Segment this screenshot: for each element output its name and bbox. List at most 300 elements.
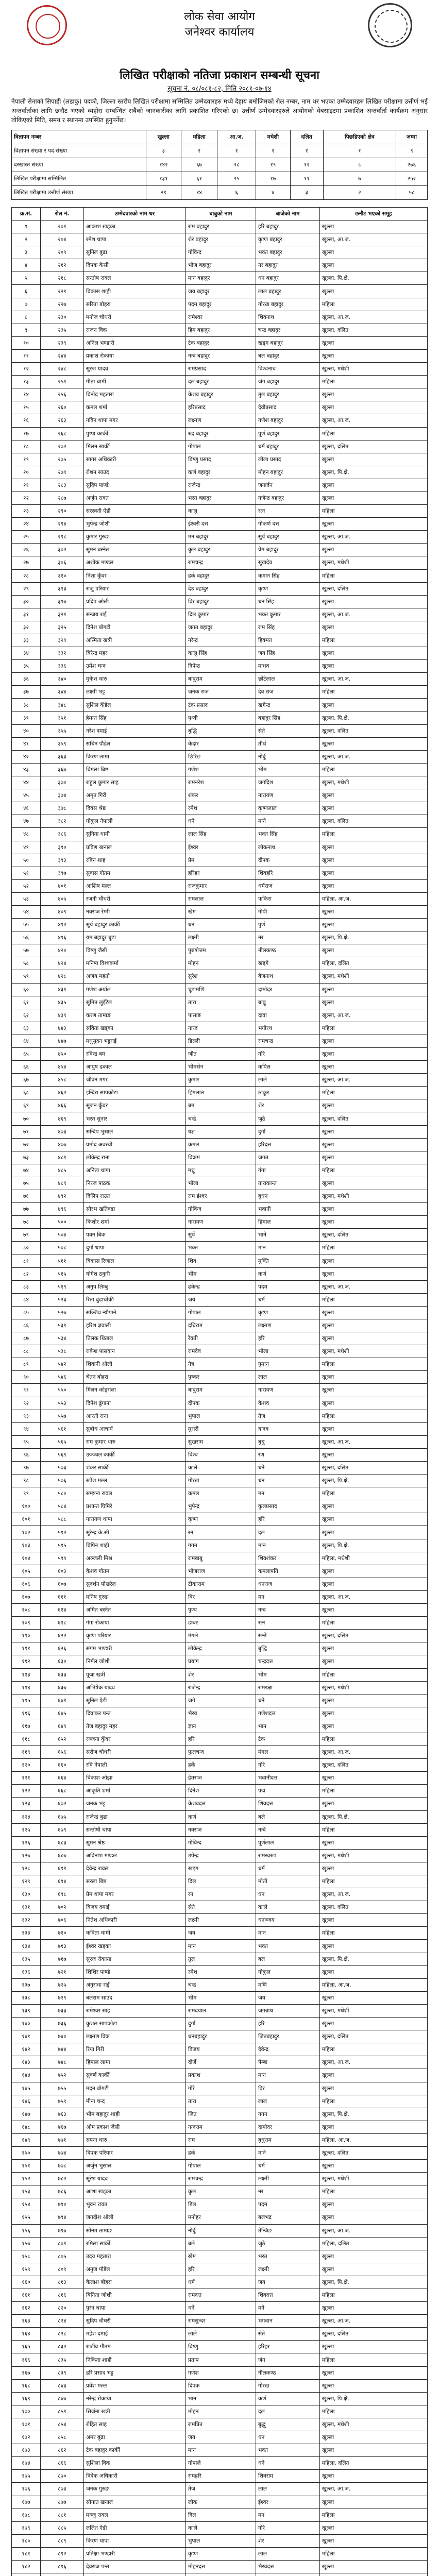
table-row-cell: सपना थारु xyxy=(84,2133,186,2146)
table-row-cell: सुखदेव xyxy=(256,556,320,569)
table-row-cell: बाबुराम xyxy=(186,1384,256,1397)
table-row-cell: ३४८ xyxy=(41,699,84,711)
table-row-cell: सुमन बस्नेत xyxy=(84,544,186,556)
table-row-cell: रामदयाल xyxy=(186,2004,256,2017)
table-row-cell: ७१० xyxy=(41,1927,84,1940)
table-row-cell: १५६ xyxy=(12,2224,41,2237)
table-row-cell: ४३१ xyxy=(41,983,84,996)
table-row-cell: १६२ xyxy=(12,2302,41,2315)
table-row-cell: बुद्धि xyxy=(256,1642,320,1655)
table-row-cell: ४० xyxy=(12,724,41,737)
intro-paragraph: नेपाली सेनाको सिपाही (लडाकु) पदको, जिल्ला स्तरीय लिखित परीक्षामा सम्मिलित उम्मेदवारहरु मध्ये देहाय बमोजिमको रोल नम्बर, नाम थर भएका उम्मेदवारहरु लिखित परीक्षामा उत्तीर्ण भई अन्तर्वार्ताका लागि छनौट भएको व्यहोरा सम्बन्धित सबैको जानकारीका लागि प्रकाशित गरिएको छ। उत्तीर्ण उम्मेदवारहरुले आयोगको वेबसाइटमा प्रकाशित अन्तर्वार्ता कार्यक्रम अनुसार तोकिएको मिति, समय र स्थानमा उपस्थित हुनुपर्नेछ। xyxy=(11,98,428,124)
table-row-cell: भुपेन्द्र xyxy=(186,1500,256,1513)
table-row-cell: नन्द बहादुर xyxy=(186,349,256,362)
table-row xyxy=(12,388,428,401)
table-row-cell: बिमला बिष्ट xyxy=(84,763,186,776)
table-row-cell: ५८० xyxy=(41,1487,84,1500)
table-row-cell: ६९४ xyxy=(41,1875,84,1888)
table-row-cell: बुद्धि xyxy=(186,724,256,737)
table-row-cell: दिपेश ढुंगाना xyxy=(84,1397,186,1410)
table-row-cell: २८ xyxy=(12,569,41,582)
table-row xyxy=(12,905,428,918)
table-row-cell: हरि xyxy=(256,2018,320,2030)
table-row-cell: ८९६ xyxy=(41,2560,84,2573)
table-row-cell: रामनरेश xyxy=(186,776,256,789)
table-row-cell: सुमित लुइँटेल xyxy=(84,996,186,1009)
table-row-cell: १०० xyxy=(12,1500,41,1513)
table-row xyxy=(12,1371,428,1384)
table-row-cell: १७५ xyxy=(12,2470,41,2483)
table-row-cell: १८१ xyxy=(12,2547,41,2560)
table-row-cell: धने xyxy=(186,815,256,828)
table-row-cell: खुल्ला xyxy=(320,867,428,879)
table-row xyxy=(12,1604,428,1617)
table-row-cell: विर बहादुर xyxy=(186,595,256,608)
table-row-cell: शेर xyxy=(186,1668,256,1681)
table-row-cell: नरेन्द्र रोकाया xyxy=(84,2392,186,2405)
table-row-cell: ७१ xyxy=(12,1125,41,1138)
table-row-cell: २४४ xyxy=(41,349,84,362)
table-row-cell: गोपाल xyxy=(186,2160,256,2173)
table-row xyxy=(12,1914,428,1927)
table-row-cell: ८६२ xyxy=(41,2444,84,2457)
table-row-cell: मान xyxy=(256,1242,320,1255)
table-row-cell: डिल xyxy=(186,2198,256,2211)
table-row xyxy=(12,1642,428,1655)
table-row xyxy=(12,2366,428,2379)
table-row-cell: नारायण xyxy=(256,1384,320,1397)
table-row-cell: १४७ xyxy=(12,2108,41,2121)
table-row-cell: भक्त कुमार xyxy=(256,608,320,621)
table-row-cell: ५०० xyxy=(41,1216,84,1229)
table-row-cell: खुल्ला, आ.ज. xyxy=(320,1746,428,1759)
table-row xyxy=(12,324,428,336)
table-row xyxy=(12,1475,428,1487)
table-row xyxy=(12,1319,428,1332)
table-row-cell: १६५ xyxy=(12,2341,41,2353)
table-row-cell: खुल्ला xyxy=(320,2444,428,2457)
table-row-cell: ५६१ xyxy=(41,1422,84,1435)
table-row-cell: जगत बहादुर xyxy=(186,621,256,634)
table-row-cell: मान बहादुर xyxy=(186,272,256,285)
table-row-cell: ३५५ xyxy=(41,724,84,737)
table-row-cell: महिला xyxy=(320,828,428,841)
table-row-cell: पुष्कर xyxy=(186,1371,256,1384)
table-row-cell: महिला xyxy=(320,634,428,647)
table-row-cell: भोज बहादुर xyxy=(186,259,256,272)
table-row-cell: ६ xyxy=(12,285,41,298)
summary-row-cell: १ xyxy=(217,144,256,158)
table-row-cell: गोपी xyxy=(256,905,320,918)
table-row-cell: ५९५ xyxy=(41,1539,84,1552)
table-row-cell: तारा xyxy=(186,2095,256,2108)
table-row-cell: रमिला सार्की xyxy=(84,2237,186,2250)
table-row-cell: सुशिल कँडेल xyxy=(84,699,186,711)
table-row-cell: महिला xyxy=(320,1487,428,1500)
table-row-cell: लोक xyxy=(186,2496,256,2509)
table-row-cell: महेश दमाई xyxy=(84,2328,186,2341)
table-row-cell: ८५१ xyxy=(41,2405,84,2418)
table-row-cell: तेज xyxy=(186,2483,256,2496)
table-row-cell: ७४८ xyxy=(41,2056,84,2069)
table-row xyxy=(12,879,428,892)
table-row xyxy=(12,376,428,388)
table-row-cell: पुरुषोत्तम xyxy=(186,944,256,957)
table-row-cell: खुल्ला xyxy=(320,1319,428,1332)
table-row-cell: शिवदत्त xyxy=(256,2289,320,2302)
table-row-cell: १४१ xyxy=(12,2030,41,2043)
table-row-cell: उज्ज्वल कार्की xyxy=(84,1448,186,1461)
table-row-cell: ९१ xyxy=(12,1384,41,1397)
table-row-cell: भैरव xyxy=(186,1707,256,1720)
table-row-cell: सञ्जिव न्यौपाने xyxy=(84,1306,186,1319)
table-row-cell: भवानीदत्त xyxy=(256,1772,320,1785)
summary-row-cell: ९ xyxy=(396,144,427,158)
table-row-cell: १६६ xyxy=(12,2353,41,2366)
table-row xyxy=(12,2521,428,2534)
table-row-cell: खुल्ला, पि.क्षे. xyxy=(320,466,428,479)
table-row-cell: खुल्ला xyxy=(320,1513,428,1526)
table-row-cell: प्रताप xyxy=(186,2353,256,2366)
table-row xyxy=(12,2302,428,2315)
table-row-cell: कर्ण xyxy=(256,2392,320,2405)
table-row-cell: ४२४ xyxy=(41,957,84,970)
table-row-cell: सुदिप चौधरी xyxy=(84,2315,186,2328)
table-row xyxy=(12,1823,428,1836)
table-row-cell: खुल्ला xyxy=(320,2302,428,2315)
table-row xyxy=(12,2160,428,2173)
table-row-cell: २९४ xyxy=(41,518,84,531)
table-row-cell: शेर xyxy=(256,2534,320,2547)
table-row-cell: ४५० xyxy=(41,1048,84,1061)
table-row-cell: दामोदर xyxy=(256,2121,320,2133)
table-row-cell: ५८४ xyxy=(41,1500,84,1513)
table-row-cell: बल xyxy=(256,1953,320,1965)
table-row-cell: खुल्ला, मधेशी xyxy=(320,2173,428,2185)
table-row-cell: ८२ xyxy=(12,1267,41,1280)
table-row-cell: तेज बहादुर महर xyxy=(84,1720,186,1733)
results-header-cell: छनौट भएको समूह xyxy=(320,208,428,221)
table-row-cell: खुल्ला xyxy=(320,1151,428,1164)
table-row-cell: २ xyxy=(12,233,41,246)
table-row xyxy=(12,724,428,737)
table-row xyxy=(12,1888,428,1901)
table-row-cell: खुल्ला, दलित xyxy=(320,1112,428,1125)
table-row-cell: बिकाश ओझा xyxy=(84,1772,186,1785)
table-row-cell: खुल्ला, मधेशी xyxy=(320,1345,428,1358)
table-row-cell: रञ्जना कुँवर xyxy=(84,1733,186,1745)
table-row-cell: ईश्वर xyxy=(186,841,256,854)
table-row-cell: ६७ xyxy=(12,1074,41,1087)
table-row-cell: हरि बहादुर xyxy=(256,221,320,233)
table-row-cell: खुल्ला, आ.ज. xyxy=(320,1435,428,1448)
table-row-cell: हरि xyxy=(186,1733,256,1745)
table-row-cell: खुल्ला, दलित xyxy=(320,324,428,336)
table-row-cell: ६४५ xyxy=(41,1707,84,1720)
table-row-cell: २७९ xyxy=(41,466,84,479)
summary-row-cell: ६७ xyxy=(181,158,217,172)
table-row-cell: ६०३ xyxy=(41,1565,84,1578)
table-row-cell: ५९२ xyxy=(41,1526,84,1539)
table-row-cell: मनोहर xyxy=(186,2211,256,2224)
table-row-cell: खुल्ला, मधेशी xyxy=(320,363,428,376)
table-row-cell: लोकनाथ xyxy=(256,841,320,854)
table-row xyxy=(12,285,428,298)
table-row xyxy=(12,1358,428,1371)
table-row xyxy=(12,1203,428,1216)
table-row-cell: खुल्ला xyxy=(320,854,428,867)
table-row xyxy=(12,1462,428,1475)
table-row-cell: १६७ xyxy=(12,2366,41,2379)
table-row-cell: ४२० xyxy=(41,944,84,957)
table-row-cell: ८० xyxy=(12,1242,41,1255)
table-row-cell: रोशन साउद xyxy=(84,466,186,479)
table-row-cell: महिला xyxy=(320,569,428,582)
table-row xyxy=(12,2250,428,2263)
table-row-cell: गंगा रोकाया xyxy=(84,1617,186,1630)
table-row-cell: ३२९ xyxy=(41,634,84,647)
table-row-cell: भीम xyxy=(256,1668,320,1681)
summary-header-cell: आ.ज. xyxy=(217,130,256,144)
table-row-cell: भुपेन्द्र जोशी xyxy=(84,518,186,531)
organization-heading xyxy=(11,9,428,40)
table-row-cell: ४७७ xyxy=(41,1138,84,1151)
table-row-cell: अशोक मण्डल xyxy=(84,556,186,569)
summary-header-cell: विज्ञापन नम्बर xyxy=(12,130,146,144)
table-row-cell: राकेश पासवान xyxy=(84,1345,186,1358)
table-row-cell: २० xyxy=(12,466,41,479)
table-row xyxy=(12,2483,428,2496)
table-row-cell: ४३ xyxy=(12,763,41,776)
table-row-cell: अर्जुन भुसाल xyxy=(84,2160,186,2173)
table-row xyxy=(12,492,428,504)
table-row-cell: टेक बहादुर कार्की xyxy=(84,2444,186,2457)
table-row-cell: यज्ञ xyxy=(186,1125,256,1138)
table-row xyxy=(12,2108,428,2121)
table-row-cell: देवेन्द्र xyxy=(256,2043,320,2056)
table-row-cell: भीम xyxy=(256,763,320,776)
table-row xyxy=(12,750,428,763)
table-row-cell: ५०८ xyxy=(41,1242,84,1255)
table-row-cell: खुल्ला xyxy=(320,1125,428,1138)
table-row-cell: आयुष ढकाल xyxy=(84,1061,186,1074)
table-row xyxy=(12,1849,428,1862)
table-row-cell: सन्जय राई xyxy=(84,608,186,621)
table-row-cell: नारायण थापा xyxy=(84,1513,186,1526)
table-row xyxy=(12,931,428,944)
table-row-cell: अमित बस्नेत xyxy=(84,1604,186,1617)
table-row-cell: ५७६ xyxy=(41,1475,84,1487)
table-row-cell: ३०२ xyxy=(41,544,84,556)
table-row-cell: शिवराम xyxy=(256,2470,320,2483)
table-row-cell: भगीरथ xyxy=(256,1022,320,1035)
table-row-cell: पृथ्वी xyxy=(186,711,256,724)
table-row-cell: ४५८ xyxy=(41,1074,84,1087)
table-row-cell: काले xyxy=(186,2521,256,2534)
table-row-cell: ८१३ xyxy=(41,2276,84,2289)
table-row-cell: भोजराज xyxy=(186,1565,256,1578)
table-row-cell: सौगात खनाल xyxy=(84,2496,186,2509)
table-row xyxy=(12,1125,428,1138)
table-row-cell: खुल्ला, पि.क्षे. xyxy=(320,931,428,944)
table-row xyxy=(12,349,428,362)
table-row-cell: ८५ xyxy=(12,1306,41,1319)
table-row-cell: भुपाल xyxy=(186,2534,256,2547)
summary-body xyxy=(12,144,428,200)
table-row-cell: खुल्ला xyxy=(320,336,428,349)
table-row-cell: पुण्य xyxy=(186,1604,256,1617)
table-row xyxy=(12,2173,428,2185)
table-row-cell: आरती राना xyxy=(84,1410,186,1422)
table-row-cell: ३१३ xyxy=(41,582,84,595)
table-row-cell: हिमाल लामा xyxy=(84,2056,186,2069)
table-row-cell: खुल्ला xyxy=(320,2379,428,2392)
table-row xyxy=(12,1267,428,1280)
table-row-cell: गोरे xyxy=(256,1759,320,1772)
table-row-cell: मदन बोगटी xyxy=(84,2082,186,2095)
table-row-cell: खुल्ला, आ.ज. xyxy=(320,2315,428,2328)
table-row-cell: सुरेश यादव xyxy=(84,2173,186,2185)
table-row-cell: ६०७ xyxy=(41,1578,84,1590)
summary-row-cell: लिखित परीक्षामा उत्तीर्ण संख्या xyxy=(12,186,146,200)
table-row-cell: शिवानी ओली xyxy=(84,1358,186,1371)
table-row-cell: ७५५ xyxy=(41,2082,84,2095)
table-row-cell: महिला xyxy=(320,1785,428,1798)
table-row-cell: जगदीश ओली xyxy=(84,2211,186,2224)
table-row-cell: खुल्ला xyxy=(320,1371,428,1384)
table-row-cell: प्रकाश xyxy=(186,2069,256,2082)
table-row-cell: शिशिर पाण्डे xyxy=(84,1965,186,1978)
table-row-cell: सुरज रोकाया xyxy=(84,1953,186,1965)
table-row-cell: बिनोद महतारा xyxy=(84,388,186,401)
table-row xyxy=(12,1978,428,1991)
table-row-cell xyxy=(320,2573,428,2576)
table-row-cell: प्रेम xyxy=(186,854,256,867)
table-row xyxy=(12,2069,428,2082)
table-row xyxy=(12,2224,428,2237)
table-row-cell: लोकेन्द्र राना xyxy=(84,1151,186,1164)
table-row-cell: महिला xyxy=(320,1358,428,1371)
table-row-cell: ४६२ xyxy=(41,1087,84,1099)
table-row-cell: १८२ xyxy=(12,2560,41,2573)
summary-row-cell: ३ xyxy=(146,144,181,158)
table-row-cell: पुष्पा कार्की xyxy=(84,427,186,440)
notice-header xyxy=(11,0,428,67)
table-row-cell: ११९ xyxy=(12,1746,41,1759)
table-row-cell: २२ xyxy=(12,492,41,504)
table-row-cell: खड्ग बहादुर xyxy=(256,336,320,349)
table-row-cell: देव राज xyxy=(256,686,320,699)
table-row xyxy=(12,1759,428,1772)
table-row-cell: मीना चन्द xyxy=(84,2095,186,2108)
table-row xyxy=(12,544,428,556)
table-row-cell: लक्ष्मी xyxy=(256,2263,320,2276)
table-row-cell: २१८ xyxy=(41,272,84,285)
table-row-cell: १७७ xyxy=(12,2496,41,2509)
table-row-cell: १७३ xyxy=(12,2444,41,2457)
table-row-cell: कृष्णलाल xyxy=(256,802,320,815)
table-row-cell: खुल्ला, दलित xyxy=(320,582,428,595)
table-row-cell: राम xyxy=(186,2133,256,2146)
table-row xyxy=(12,2056,428,2069)
table-row-cell: कपिल xyxy=(256,1061,320,1074)
table-row-cell: तीर्थ xyxy=(256,737,320,750)
table-row-cell: ४१२ xyxy=(41,919,84,931)
table-row-cell: माने xyxy=(256,2146,320,2159)
table-row-cell: खुल्ला xyxy=(320,1099,428,1112)
table-row-cell: दिल xyxy=(186,1875,256,1888)
table-row-cell: ८८ xyxy=(12,1345,41,1358)
table-row-cell: हरिहर xyxy=(186,867,256,879)
table-row-cell: १५७ xyxy=(12,2237,41,2250)
table-row-cell: खेम xyxy=(186,2250,256,2263)
table-row-cell: ६५ xyxy=(12,1048,41,1061)
table-row-cell: महिला, दलित xyxy=(320,957,428,970)
table-row-cell: सुरेन्द्र के.सी. xyxy=(84,1526,186,1539)
table-row-cell: लाले xyxy=(256,1074,320,1087)
table-row xyxy=(12,363,428,376)
table-row-cell: ४०९ xyxy=(41,905,84,918)
table-row-cell: रेवती xyxy=(186,1332,256,1345)
table-row-cell: राम बहादुर xyxy=(186,221,256,233)
table-row-cell: डम्बर xyxy=(186,1617,256,1630)
table-row-cell: लाले xyxy=(186,2328,256,2341)
table-row-cell: ३१० xyxy=(41,569,84,582)
table-row-cell: मुरारी xyxy=(186,1422,256,1435)
table-row-cell: ७९७ xyxy=(41,2224,84,2237)
table-row-cell: ७०६ xyxy=(41,1914,84,1927)
table-row-cell: २८३ xyxy=(41,479,84,492)
table-row-cell: खुल्ला, दलित xyxy=(320,2030,428,2043)
table-row-cell: महिला xyxy=(320,1617,428,1630)
table-row xyxy=(12,272,428,285)
table-row-cell: महिला xyxy=(320,1875,428,1888)
table-row-cell: खुल्ला xyxy=(320,2263,428,2276)
table-row-cell: सरस्वती ऐडी xyxy=(84,505,186,518)
table-row-cell: यम बहादुर बुढा xyxy=(84,931,186,944)
table-row-cell: देउ बहादुर xyxy=(186,582,256,595)
summary-row-cell: विज्ञापन संख्या र पद संख्या xyxy=(12,144,146,158)
table-row-cell: कुशल सापकोटा xyxy=(84,2018,186,2030)
table-row xyxy=(12,892,428,905)
table-row-cell: भैरवदत्त xyxy=(256,2560,320,2573)
table-row-cell: ७४० xyxy=(41,2030,84,2043)
table-row-cell: सुर्य बहादुर xyxy=(256,531,320,544)
table-row-cell: नारायण xyxy=(256,789,320,802)
table-row-cell: ५० xyxy=(12,854,41,867)
table-row-cell: खुल्ला xyxy=(320,879,428,892)
org-name: लोक सेवा आयोग xyxy=(184,10,255,23)
table-row-cell: ६२६ xyxy=(41,1642,84,1655)
table-row-cell: किशोर शर्मा xyxy=(84,1216,186,1229)
notice-reference: सूचना नं. ०८/०८१-८२, मिति २०८१-०७-१४ xyxy=(167,85,272,93)
table-row-cell: गोविन्द xyxy=(186,1203,256,1216)
table-row xyxy=(12,815,428,828)
table-row-cell: करण तामाङ xyxy=(84,1009,186,1022)
table-row-cell: महिला xyxy=(320,686,428,699)
table-row-cell: हरि xyxy=(256,1513,320,1526)
table-row-cell: ७७ xyxy=(12,1203,41,1216)
table-row-cell: बैजनाथ xyxy=(256,970,320,983)
table-row xyxy=(12,1707,428,1720)
table-row-cell: ५४२ xyxy=(41,1358,84,1371)
table-row-cell: कृष्ण xyxy=(256,1306,320,1319)
table-row-cell: भगवान xyxy=(256,2315,320,2328)
table-row-cell: खुल्ला xyxy=(320,349,428,362)
table-row-cell: १०३ xyxy=(12,1539,41,1552)
table-row-cell: खुल्ला xyxy=(320,1655,428,1668)
table-row xyxy=(12,2379,428,2392)
